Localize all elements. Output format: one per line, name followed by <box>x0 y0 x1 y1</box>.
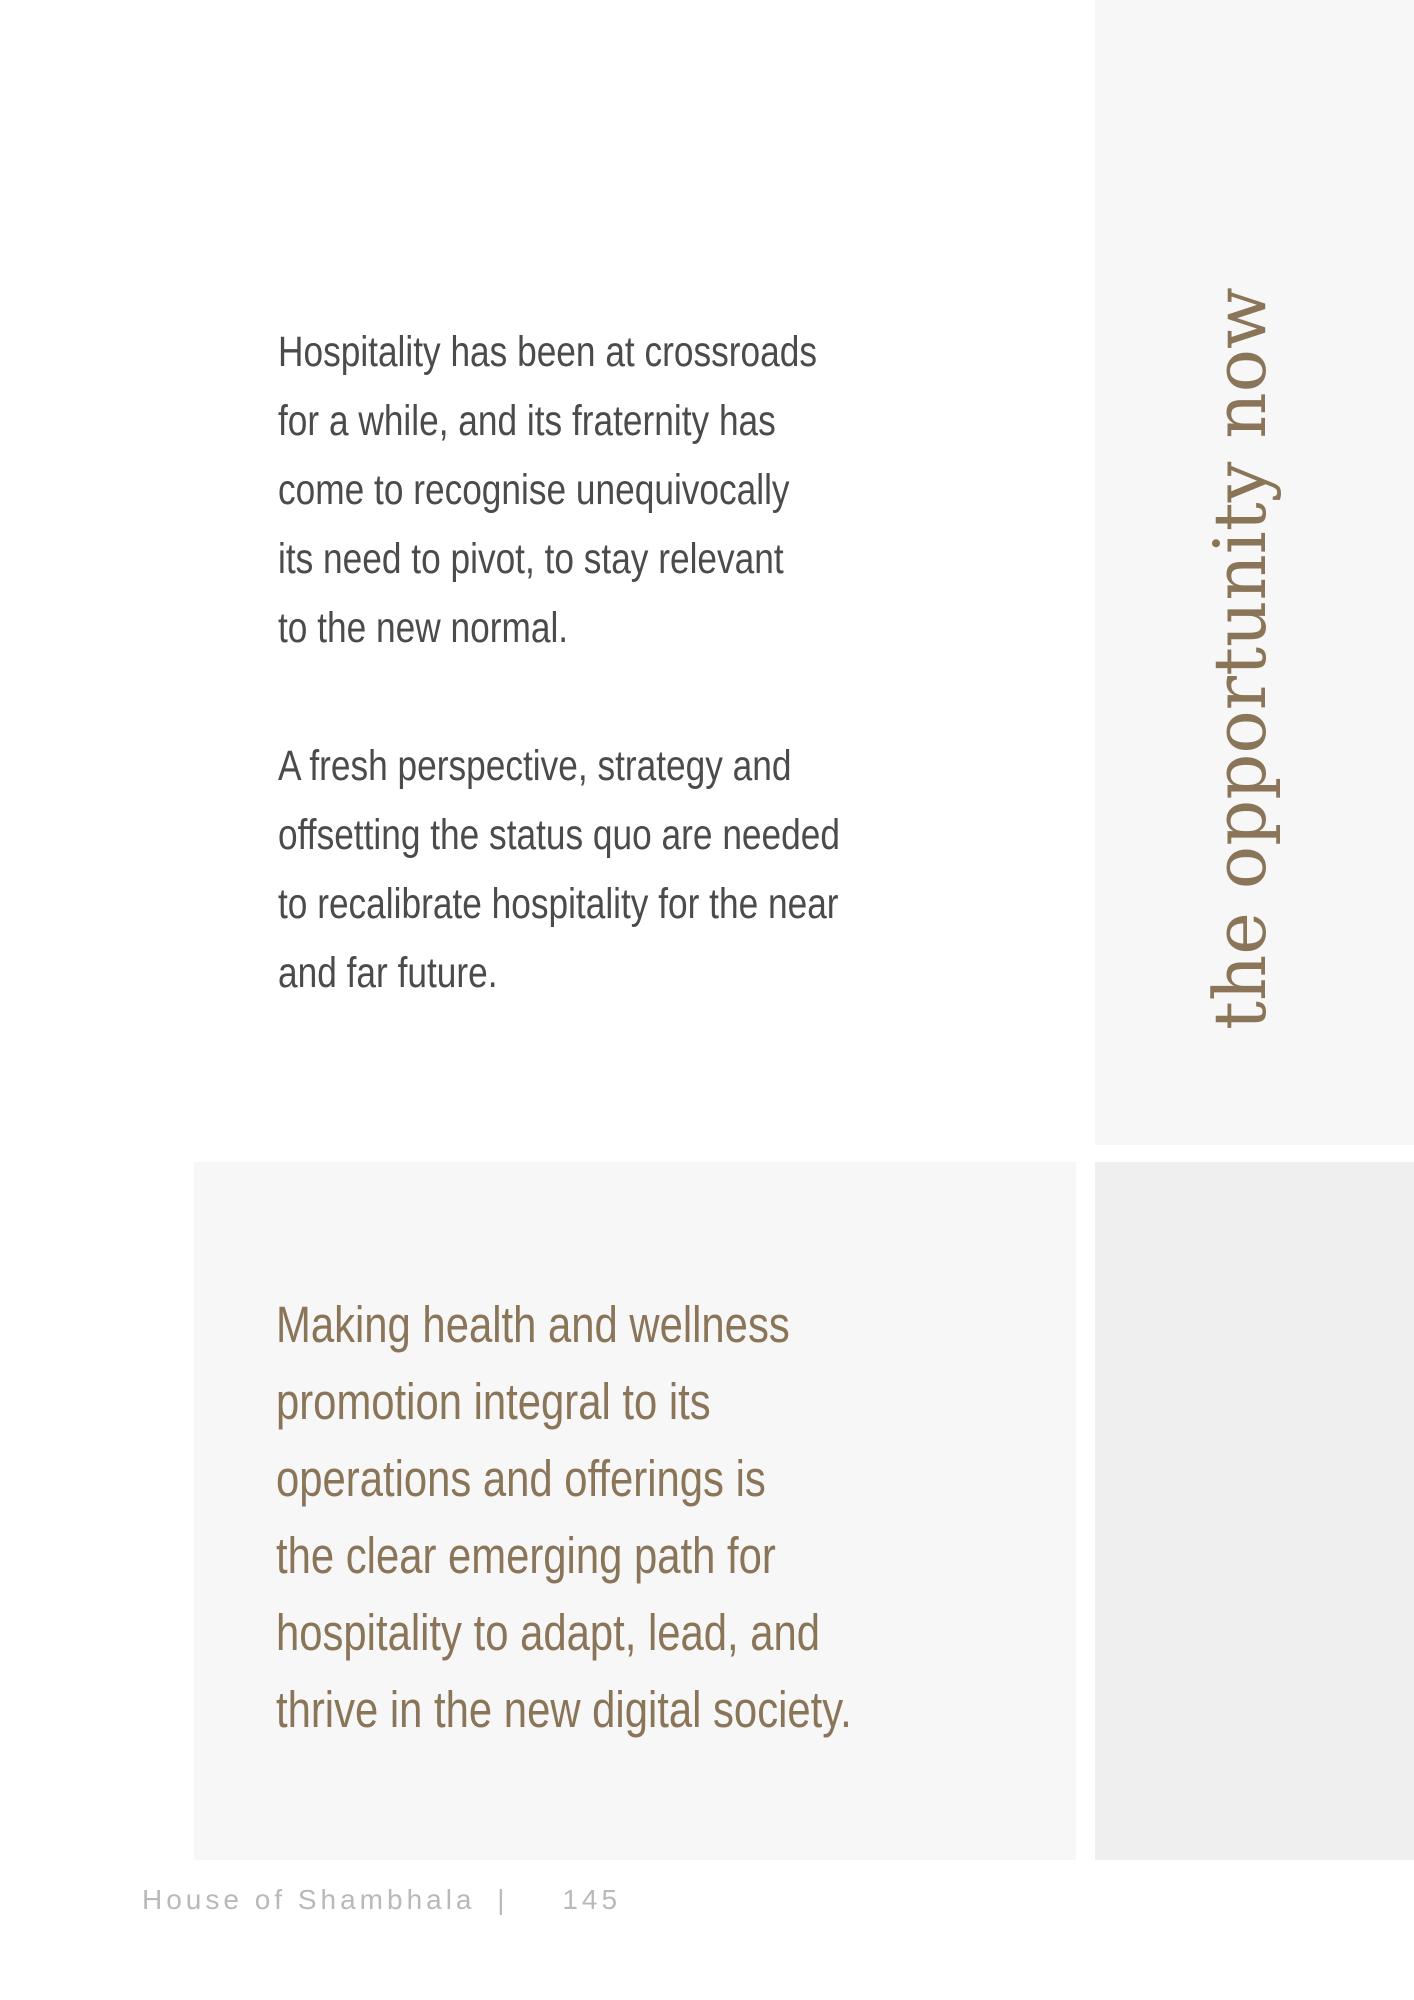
page-number: 145 <box>562 1884 622 1915</box>
sidebar-lower-panel <box>1095 1162 1414 1860</box>
intro-paragraph-1: Hospitality has been at crossroads for a while, and its fraternity has come to recognise unequivocally its need to pivot, to stay relevant to the new normal. <box>278 328 817 652</box>
intro-text <box>278 318 868 1008</box>
intro-paragraph-2: A fresh perspective, strategy and offsetting the status quo are needed to recalibrate hospitality for the near and far future. <box>278 742 840 997</box>
section-title: the opportunity now <box>1198 287 1282 1030</box>
publication-name: House of Shambhala <box>142 1884 476 1915</box>
callout-box <box>194 1162 1076 1860</box>
page-footer <box>142 1880 642 1920</box>
callout-text: Making health and wellness promotion integral to its operations and offerings is the clear emerging path for hospitality to adapt, lead, and thrive in the new digital society. <box>276 1296 852 1738</box>
footer-separator: | <box>497 1884 509 1915</box>
